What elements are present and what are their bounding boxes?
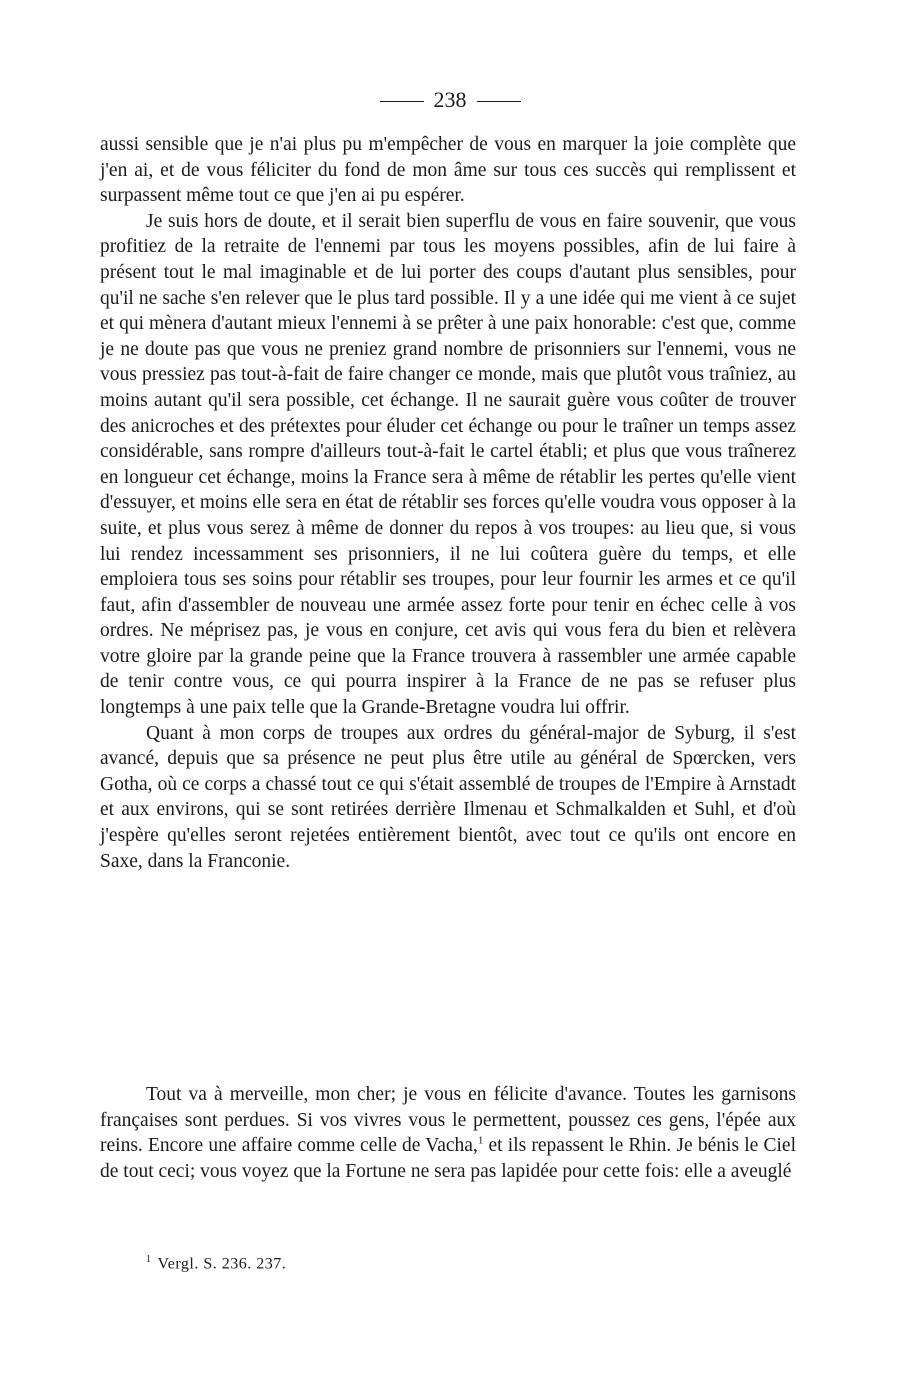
page-header	[0, 86, 900, 114]
footnote-text: Vergl. S. 236. 237.	[157, 1255, 287, 1273]
second-letter-text-b: et ils repassent le Rhin. Je bénis le Ciel de tout ceci; vous voyez que la Fortune ne sera pas lapidée pour cette fois: elle a aveuglé	[100, 1135, 796, 1182]
second-letter	[100, 1082, 796, 1184]
footnote-reference[interactable]: 1	[477, 1134, 484, 1147]
header-rule-right	[477, 101, 521, 102]
paragraph-advice: Je suis hors de doute, et il serait bien superflu de vous en faire souvenir, que vous profitiez de la retraite de l'ennemi par tous les moyens possibles, afin de lui faire à présent tout le mal imaginable et de lui porter des coups d'autant plus sensibles, pour qu'il ne sache s'en relever que le plus tard possible. Il y a une idée qui me vient à ce sujet et qui mènera d'autant mieux l'ennemi à se prêter à une paix honorable: c'est que, comme je ne doute pas que vous ne preniez grand nombre de prisonniers sur l'ennemi, vous ne vous pressiez pas tout-à-fait de faire changer ce monde, mais que plutôt vous traîniez, au moins autant qu'il sera possible, cet échange. Il ne saurait guère vous coûter de trouver des anicroches et des prétextes pour éluder cet échange ou pour le traîner un temps assez considérable, sans rompre d'ailleurs tout-à-fait le cartel établi; et plus que vous traînerez en longueur cet échange, moins la France sera à même de rétablir les pertes qu'elle vient d'essuyer, et moins elle sera en état de rétablir ses forces qu'elle voudra vous opposer à la suite, et plus vous serez à même de donner du repos à vos troupes: au lieu que, si vous lui rendez incessamment ses prisonniers, il ne lui coûtera guère du temps, et elle emploiera tous ses soins pour rétablir ses troupes, pour leur fournir les armes et ce qu'il faut, afin d'assembler de nouveau une armée assez forte pour tenir en échec celle à vos ordres. Ne méprisez pas, je vous en conjure, cet avis qui vous fera du bien et relèvera votre gloire par la grande peine que la France trouvera à rassembler une armée capable de tenir contre vous, ce qui pourra inspirer à la France de ne pas se refuser plus longtemps à une paix telle que la Grande-Bretagne voudra lui offrir.	[100, 210, 796, 719]
page-number: 238	[433, 87, 467, 112]
footnote-mark: 1	[146, 1254, 152, 1265]
paragraph-second-letter	[100, 1082, 796, 1184]
second-letter-text-a: Tout va à merveille, mon cher; je vous en félicite d'avance. Toutes les garnisons françaises sont perdues. Si vos vivres vous le permettent, poussez ces gens, l'épée aux reins. Encore une affaire comme celle de Vacha,	[100, 1084, 796, 1157]
paragraph-continuation: aussi sensible que je n'ai plus pu m'empêcher de vous en marquer la joie complète que j'en ai, et de vous féliciter du fond de mon âme sur tous ces succès qui remplissent et surpassent même tout ce que j'en ai pu espérer.	[100, 134, 796, 207]
footnote	[146, 1250, 286, 1274]
header-rule-left	[380, 101, 424, 102]
letter-body	[100, 132, 796, 874]
paragraph-troops: Quant à mon corps de troupes aux ordres du général-major de Syburg, il s'est avancé, depuis que sa présence ne peut plus être utile au général de Spœrcken, vers Gotha, où ce corps a chassé tout ce qui s'était assemblé de troupes de l'Empire à Arnstadt et aux environs, qui se sont retirées derrière Ilmenau et Schmalkalden et Suhl, et d'où j'espère qu'elles seront rejetées entièrement bientôt, avec tout ce qu'ils ont encore en Saxe, dans la Franconie.	[100, 722, 796, 872]
